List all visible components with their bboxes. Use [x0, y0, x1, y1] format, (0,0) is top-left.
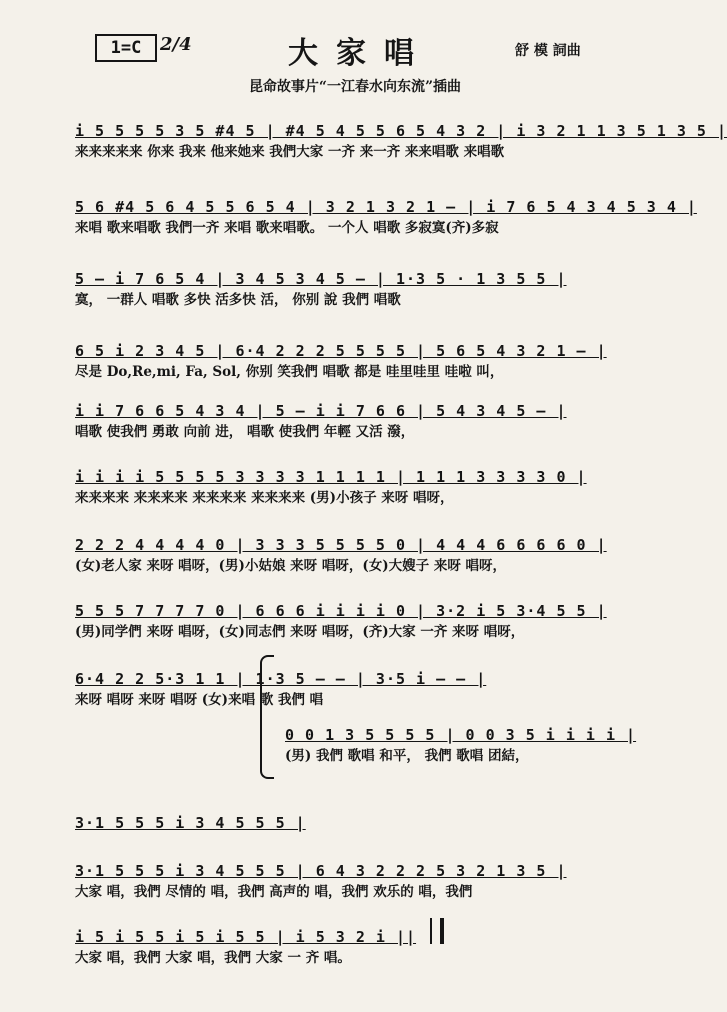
score-row-10	[285, 724, 635, 766]
score-row-9	[75, 668, 635, 710]
notation-line: 2 2 2 4 4 4 4 0 | 3 3 3 5 5 5 5 0 | 4 4 4 6 6 6 6 0 |	[75, 536, 607, 554]
duet-brace	[260, 655, 274, 779]
lyric-line: 来呀 唱呀 来呀 唱呀 (女)来唱 歌 我們 唱	[75, 692, 324, 708]
lyric-line: 来来来来来 你来 我来 他来她来 我們大家 一齐 来一齐 来来唱歌 来唱歌	[75, 144, 505, 160]
score-row-2	[75, 196, 697, 238]
notation-line: i 5 5 5 5 3 5 #4 5 | #4 5 4 5 5 6 5 4 3 2 | i 3 2 1 1 3 5 1 3 5 |	[75, 122, 727, 140]
notation-line: 3·1 5 5 5 i 3 4 5 5 5 | 6 4 3 2 2 2 5 3 2 1 3 5 |	[75, 862, 567, 880]
score-row-4	[75, 340, 635, 382]
lyric-line: 唱歌 使我們 勇敢 向前 进， 唱歌 使我們 年輕 又活 潑，	[75, 424, 415, 440]
lyric-line: 寞， 一群人 唱歌 多快 活多快 活， 你别 說 我們 唱歌	[75, 292, 401, 308]
notation-line: 3·1 5 5 5 i 3 4 5 5 5 |	[75, 814, 306, 832]
score-row-5	[75, 400, 635, 442]
notation-line: 5 5 5 7 7 7 7 0 | 6 6 6 i i i i 0 | 3·2 i 5 3·4 5 5 |	[75, 602, 607, 620]
score-row-6	[75, 466, 635, 508]
notation-line: i 5 i 5 5 i 5 i 5 5 | i 5 3 2 i ||	[75, 928, 417, 946]
lyric-line: 大家 唱，我們 尽情的 唱，我們 高声的 唱，我們 欢乐的 唱，我們	[75, 884, 473, 900]
score-row-8	[75, 600, 635, 642]
time-signature: 2/4	[160, 34, 192, 55]
song-title: 大家唱	[288, 36, 432, 71]
notation-line: 6·4 2 2 5·3 1 1 | 1·3 5 — — | 3·5 i — — |	[75, 670, 487, 688]
notation-line: 0 0 1 3 5 5 5 5 | 0 0 3 5 i i i i |	[285, 726, 637, 744]
lyric-line: 大家 唱，我們 大家 唱，我們 大家 一 齐 唱。	[75, 950, 351, 966]
lyric-line: (男)同学們 来呀 唱呀，(女)同志們 来呀 唱呀，(齐)大家 一齐 来呀 唱呀，	[75, 624, 525, 640]
notation-line: 5 6 #4 5 6 4 5 5 6 5 4 | 3 2 1 3 2 1 — | i 7 6 5 4 3 4 5 3 4 |	[75, 198, 697, 216]
lyric-line: 来来来来 来来来来 来来来来 来来来来 (男)小孩子 来呀 唱呀，	[75, 490, 454, 506]
final-barline	[430, 918, 444, 944]
lyric-line: 来唱 歌来唱歌 我們一齐 来唱 歌来唱歌。 一个人 唱歌 多寂寞(齐)多寂	[75, 220, 499, 236]
score-row-11	[75, 812, 635, 834]
lyric-line: (男) 我們 歌唱 和平， 我們 歌唱 团結，	[285, 748, 529, 764]
composer-credit: 舒 模 詞曲	[515, 43, 581, 59]
lyric-line: 尽是 Do,Re,mi, Fa, Sol, 你别 笑我們 唱歌 都是 哇里哇里 哇啦 叫，	[75, 364, 504, 380]
key-signature-box: 1=C	[95, 34, 157, 62]
score-row-12	[75, 860, 635, 902]
song-subtitle: 昆命故事片“一江春水向东流”插曲	[248, 79, 462, 95]
notation-line: i i 7 6 6 5 4 3 4 | 5 — i i 7 6 6 | 5 4 3 4 5 — |	[75, 402, 567, 420]
lyric-line: (女)老人家 来呀 唱呀，(男)小姑娘 来呀 唱呀，(女)大嫂子 来呀 唱呀，	[75, 558, 507, 574]
notation-line: 5 — i 7 6 5 4 | 3 4 5 3 4 5 — | 1·3 5 · 1 3 5 5 |	[75, 270, 567, 288]
score-row-7	[75, 534, 635, 576]
notation-line: 6 5 i 2 3 4 5 | 6·4 2 2 2 5 5 5 5 | 5 6 5 4 3 2 1 — |	[75, 342, 607, 360]
notation-line: i i i i 5 5 5 5 3 3 3 3 1 1 1 1 | 1 1 1 3 3 3 3 0 |	[75, 468, 587, 486]
score-row-3	[75, 268, 635, 310]
score-row-13	[75, 926, 635, 968]
score-row-1	[75, 120, 727, 162]
